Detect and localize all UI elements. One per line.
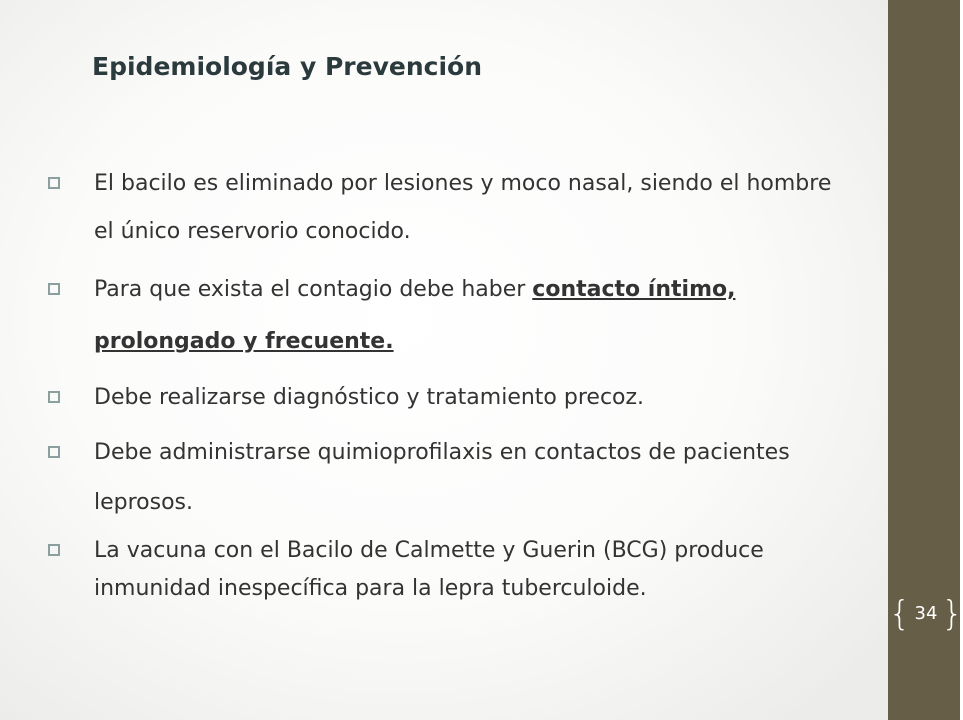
- bullet-text: El bacilo es eliminado por lesiones y moco nasal, siendo el hombre el único reservorio conocido.: [94, 171, 832, 244]
- bullet-item-reservoir: [48, 160, 848, 256]
- bullet-text: Debe administrarse quimioprofilaxis en contactos de pacientes leprosos.: [94, 440, 790, 515]
- slide-title: Epidemiología y Prevención: [92, 52, 482, 81]
- bullet-list: [48, 160, 848, 608]
- bullet-text: Para que exista el contagio debe haber: [94, 277, 533, 302]
- bullet-text: Debe realizarse diagnóstico y tratamiento precoz.: [94, 385, 645, 410]
- bullet-item-bcg-vaccine: [48, 532, 848, 608]
- square-bullet-icon: [48, 283, 60, 295]
- square-bullet-icon: [48, 544, 60, 556]
- page-number: [888, 592, 963, 636]
- square-bullet-icon: [48, 446, 60, 458]
- left-brace-icon: {: [888, 594, 911, 634]
- bullet-item-diagnosis: [48, 372, 848, 424]
- square-bullet-icon: [48, 391, 60, 403]
- bullet-item-contagion: [48, 264, 848, 368]
- bullet-emphasis: contacto íntimo, prolongado y frecuente.: [94, 277, 736, 354]
- square-bullet-icon: [48, 177, 60, 189]
- bullet-item-chemoprophylaxis: [48, 428, 848, 528]
- bullet-text: La vacuna con el Bacilo de Calmette y Guerin (BCG) produce inmunidad inespecífica para la lepra tuberculoide.: [94, 538, 764, 601]
- page-number-value: 34: [914, 603, 938, 624]
- right-brace-icon: }: [941, 594, 963, 634]
